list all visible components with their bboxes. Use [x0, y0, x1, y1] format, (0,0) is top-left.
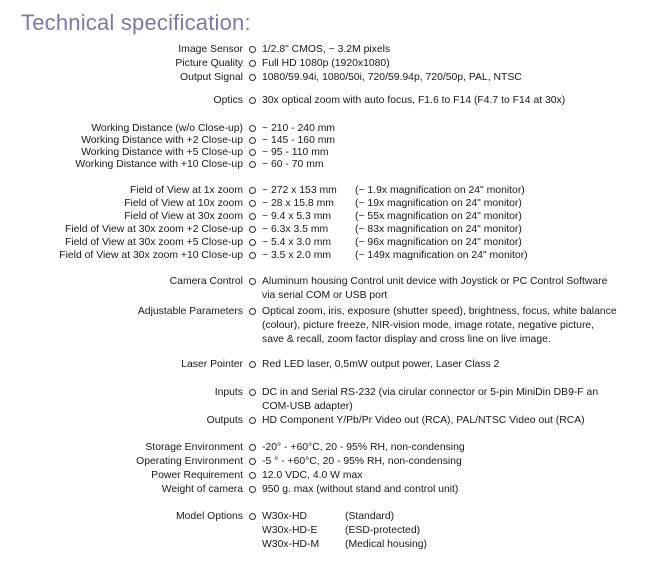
spec-note: (~ 96x magnification on 24" monitor) [355, 237, 522, 248]
model-name: W30x-HD [262, 511, 308, 522]
spec-label: Working Distance with +2 Close-up [81, 135, 243, 146]
spec-label: Image Sensor [178, 44, 243, 55]
spec-value: Optical zoom, iris, exposure (shutter speed), brightness, focus, white balance [262, 306, 617, 317]
spec-label: Working Distance (w/o Close-up) [91, 123, 243, 134]
spec-label: Field of View at 10x zoom [124, 198, 243, 209]
spec-row-inputs [0, 386, 663, 400]
spec-label: Field of View at 1x zoom [129, 185, 243, 196]
spec-value: -5 ° - +60°C, 20 - 95% RH, non-condensing [262, 456, 462, 467]
spec-label: Camera Control [169, 276, 243, 287]
bullet-circle-icon [249, 361, 256, 368]
model-desc: (Medical housing) [345, 539, 428, 550]
spec-value: ~ 145 - 160 mm [262, 135, 336, 146]
spec-row-power-requirement [0, 469, 663, 483]
spec-value: ~ 9.4 x 5.3 mm [262, 211, 332, 222]
spec-value: via serial COM or USB port [262, 290, 388, 301]
spec-row-working-distance [0, 158, 663, 172]
spec-row-continuation [0, 400, 663, 414]
spec-label: Working Distance with +10 Close-up [75, 159, 243, 170]
spec-row-weight [0, 483, 663, 497]
bullet-circle-icon [249, 278, 256, 285]
model-desc: (Standard) [345, 511, 395, 522]
spec-label: Model Options [176, 511, 243, 522]
spec-label: Outputs [206, 415, 243, 426]
spec-label: Inputs [214, 387, 243, 398]
spec-value: ~ 28 x 15.8 mm [262, 198, 334, 209]
spec-row-storage-environment [0, 441, 663, 455]
spec-label: Output Signal [180, 72, 243, 83]
spec-label: Picture Quality [175, 58, 243, 69]
spec-row-field-of-view [0, 210, 663, 224]
bullet-circle-icon [249, 252, 256, 259]
spec-value: ~ 5.4 x 3.0 mm [262, 237, 332, 248]
spec-value: 1/2.8" CMOS, ~ 3.2M pixels [262, 44, 391, 55]
page-title: Technical specification: [21, 10, 251, 35]
spec-label: Field of View at 30x zoom +10 Close-up [59, 250, 243, 261]
spec-row-camera-control [0, 275, 663, 289]
bullet-circle-icon [249, 513, 256, 520]
spec-value: (colour), picture freeze, NIR-vision mode, image rotate, negative picture, [262, 320, 595, 331]
spec-row-optics [0, 94, 663, 108]
bullet-circle-icon [249, 60, 256, 67]
bullet-circle-icon [249, 472, 256, 479]
bullet-circle-icon [249, 97, 256, 104]
spec-label: Field of View at 30x zoom [124, 211, 243, 222]
spec-row-operating-environment [0, 455, 663, 469]
spec-value: Aluminum housing Control unit device with Joystick or PC Control Software [262, 276, 608, 287]
spec-row-continuation [0, 289, 663, 303]
bullet-circle-icon [249, 389, 256, 396]
spec-note: (~ 55x magnification on 24" monitor) [355, 211, 522, 222]
spec-row-field-of-view [0, 184, 663, 198]
bullet-circle-icon [249, 308, 256, 315]
spec-label: Optics [213, 95, 243, 106]
spec-value: ~ 3.5 x 2.0 mm [262, 250, 332, 261]
model-desc: (ESD-protected) [345, 525, 421, 536]
bullet-circle-icon [249, 417, 256, 424]
bullet-circle-icon [249, 444, 256, 451]
spec-note: (~ 19x magnification on 24" monitor) [355, 198, 522, 209]
spec-value: ~ 6.3x 3.5 mm [262, 224, 329, 235]
spec-value: 30x optical zoom with auto focus, F1.6 to F14 (F4.7 to F14 at 30x) [262, 95, 566, 106]
spec-row-picture-quality [0, 57, 663, 71]
bullet-circle-icon [249, 458, 256, 465]
spec-value: Red LED laser, 0,5mW output power, Laser Class 2 [262, 359, 500, 370]
spec-value: HD Component Y/Pb/Pr Video out (RCA), PAL/NTSC Video out (RCA) [262, 415, 585, 426]
spec-value: ~ 272 x 153 mm [262, 185, 337, 196]
spec-value: COM-USB adapter) [262, 401, 353, 412]
spec-row-model-options [0, 510, 663, 524]
spec-note: (~ 1.9x magnification on 24" monitor) [355, 185, 525, 196]
bullet-circle-icon [249, 200, 256, 207]
spec-row-field-of-view [0, 249, 663, 263]
bullet-circle-icon [249, 486, 256, 493]
bullet-circle-icon [249, 46, 256, 53]
spec-row-model-option [0, 538, 663, 552]
spec-label: Adjustable Parameters [137, 306, 243, 317]
spec-value: save & recall, zoom factor display and cross line on live image. [262, 334, 551, 345]
bullet-circle-icon [249, 74, 256, 81]
bullet-circle-icon [249, 161, 256, 168]
bullet-circle-icon [249, 239, 256, 246]
bullet-circle-icon [249, 187, 256, 194]
spec-row-laser-pointer [0, 358, 663, 372]
spec-label: Field of View at 30x zoom +5 Close-up [65, 237, 243, 248]
model-name: W30x-HD-M [262, 539, 320, 550]
spec-row-field-of-view [0, 236, 663, 250]
spec-value: ~ 210 - 240 mm [262, 123, 336, 134]
spec-value: -20° - +60°C, 20 - 95% RH, non-condensing [262, 442, 465, 453]
spec-row-model-option [0, 524, 663, 538]
spec-row-adjustable-parameters [0, 305, 663, 319]
spec-value: 12.0 VDC, 4.0 W max [262, 470, 363, 481]
spec-row-field-of-view [0, 223, 663, 237]
spec-label: Field of View at 30x zoom +2 Close-up [65, 224, 243, 235]
spec-value: 950 g. max (without stand and control unit) [262, 484, 459, 495]
spec-value: ~ 95 - 110 mm [262, 147, 329, 158]
spec-note: (~ 83x magnification on 24" monitor) [355, 224, 522, 235]
spec-value: 1080/59.94i, 1080/50i, 720/59.94p, 720/50p, PAL, NTSC [262, 72, 522, 83]
spec-value: DC in and Serial RS-232 (via cirular connector or 5-pin MiniDin DB9-F an [262, 387, 599, 398]
spec-label: Power Requirement [151, 470, 243, 481]
spec-value: ~ 60 - 70 mm [262, 159, 324, 170]
spec-label: Weight of camera [161, 484, 243, 495]
spec-value: Full HD 1080p (1920x1080) [262, 58, 390, 69]
bullet-circle-icon [249, 226, 256, 233]
bullet-circle-icon [249, 125, 256, 132]
spec-row-continuation [0, 319, 663, 333]
spec-label: Working Distance with +5 Close-up [81, 147, 243, 158]
spec-note: (~ 149x magnification on 24" monitor) [355, 250, 528, 261]
spec-row-output-signal [0, 71, 663, 85]
spec-row-continuation [0, 333, 663, 347]
spec-label: Storage Environment [145, 442, 243, 453]
bullet-circle-icon [249, 213, 256, 220]
spec-label: Operating Environment [136, 456, 243, 467]
bullet-circle-icon [249, 149, 256, 156]
spec-row-outputs [0, 414, 663, 428]
model-name: W30x-HD-E [262, 525, 318, 536]
spec-label: Laser Pointer [181, 359, 243, 370]
bullet-circle-icon [249, 137, 256, 144]
spec-row-image-sensor [0, 43, 663, 57]
spec-row-field-of-view [0, 197, 663, 211]
